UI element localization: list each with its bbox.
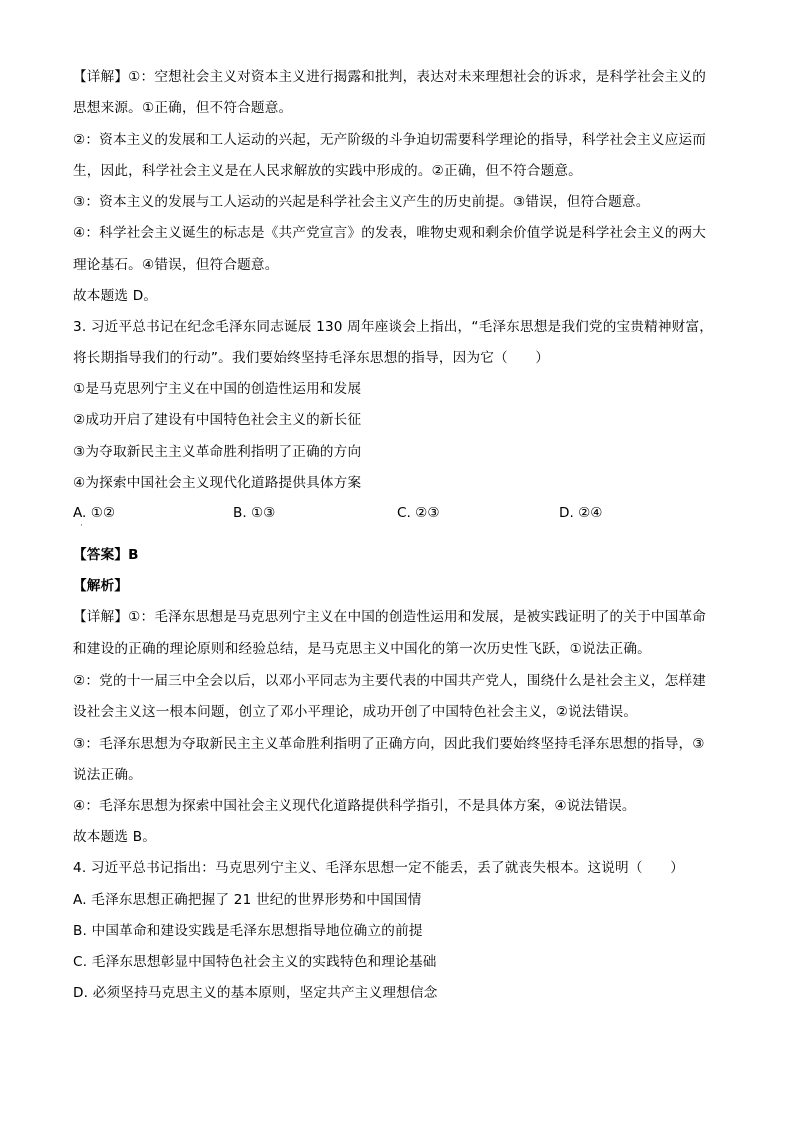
option-d: D. ②④ xyxy=(559,505,603,521)
question-3-statement: ③为夺取新民主主义革命胜利指明了正确的方向 xyxy=(73,444,362,460)
question-3-stem: 将长期指导我们的行动”。我们要始终坚持毛泽东思想的指导，因为它（ ） xyxy=(73,350,550,366)
question-4-option-c: C. 毛泽东思想彰显中国特色社会主义的实践特色和理论基础 xyxy=(73,954,437,970)
explanation-line: ④：科学社会主义诞生的标志是《共产党宣言》的发表，唯物史观和剩余价值学说是科学社会主义的两大 xyxy=(73,225,707,241)
explanation-line: ②：资本主义的发展和工人运动的兴起，无产阶级的斗争迫切需要科学理论的指导，科学社会主义应运而 xyxy=(73,132,707,148)
explanation-line: ③：资本主义的发展与工人运动的兴起是科学社会主义产生的历史前提。③错误，但符合题意。 xyxy=(73,194,650,210)
analysis-label: 【解析】 xyxy=(73,578,129,594)
explanation-line: 说法正确。 xyxy=(73,767,142,783)
explanation-line: 设社会主义这一根本问题，创立了邓小平理论，成功开创了中国特色社会主义，②说法错误。 xyxy=(73,704,638,720)
stray-dot: · xyxy=(80,521,83,531)
answer-label: 【答案】B xyxy=(73,547,139,563)
question-3-statement: ②成功开启了建设有中国特色社会主义的新长征 xyxy=(73,412,362,428)
answer-conclusion: 故本题选 B。 xyxy=(73,829,157,845)
explanation-line: 生，因此，科学社会主义是在人民求解放的实践中形成的。②正确，但不符合题意。 xyxy=(73,163,582,179)
option-c: C. ②③ xyxy=(397,505,440,521)
answer-conclusion: 故本题选 D。 xyxy=(73,288,158,304)
explanation-line: ③：毛泽东思想为夺取新民主主义革命胜利指明了正确方向，因此我们要始终坚持毛泽东思想的指导，③ xyxy=(73,736,705,752)
question-3-stem: 3. 习近平总书记在纪念毛泽东同志诞辰 130 周年座谈会上指出，“毛泽东思想是我们党的宝贵精神财富， xyxy=(73,319,714,335)
question-3-statement: ①是马克思列宁主义在中国的创造性运用和发展 xyxy=(73,381,362,397)
explanation-line: 理论基石。④错误，但符合题意。 xyxy=(73,257,279,273)
explanation-line: 和建设的正确的理论原则和经验总结，是马克思主义中国化的第一次历史性飞跃，①说法正确。 xyxy=(73,641,651,657)
option-a: A. ①② xyxy=(73,505,116,521)
explanation-line: 思想来源。①正确，但不符合题意。 xyxy=(73,100,293,116)
explanation-line: ④：毛泽东思想为探索中国社会主义现代化道路提供科学指引，不是具体方案，④说法错误。 xyxy=(73,798,636,814)
option-b: B. ①③ xyxy=(233,505,276,521)
question-4-option-d: D. 必须坚持马克思主义的基本原则，坚定共产主义理想信念 xyxy=(73,985,438,1001)
explanation-line: 【详解】①：空想社会主义对资本主义进行揭露和批判，表达对未来理想社会的诉求，是科学社会主义的 xyxy=(73,69,707,85)
question-4-option-a: A. 毛泽东思想正确把握了 21 世纪的世界形势和中国国情 xyxy=(73,892,422,908)
explanation-line: 【详解】①：毛泽东思想是马克思列宁主义在中国的创造性运用和发展，是被实践证明了的关于中国革命 xyxy=(73,609,707,625)
explanation-line: ②：党的十一届三中全会以后，以邓小平同志为主要代表的中国共产党人，围绕什么是社会主义，怎样建 xyxy=(73,673,707,689)
question-4-stem: 4. 习近平总书记指出：马克思列宁主义、毛泽东思想一定不能丢，丢了就丧失根本。这说明（ ） xyxy=(73,860,685,876)
question-3-options xyxy=(73,505,733,523)
question-3-statement: ④为探索中国社会主义现代化道路提供具体方案 xyxy=(73,475,362,491)
question-4-option-b: B. 中国革命和建设实践是毛泽东思想指导地位确立的前提 xyxy=(73,923,423,939)
